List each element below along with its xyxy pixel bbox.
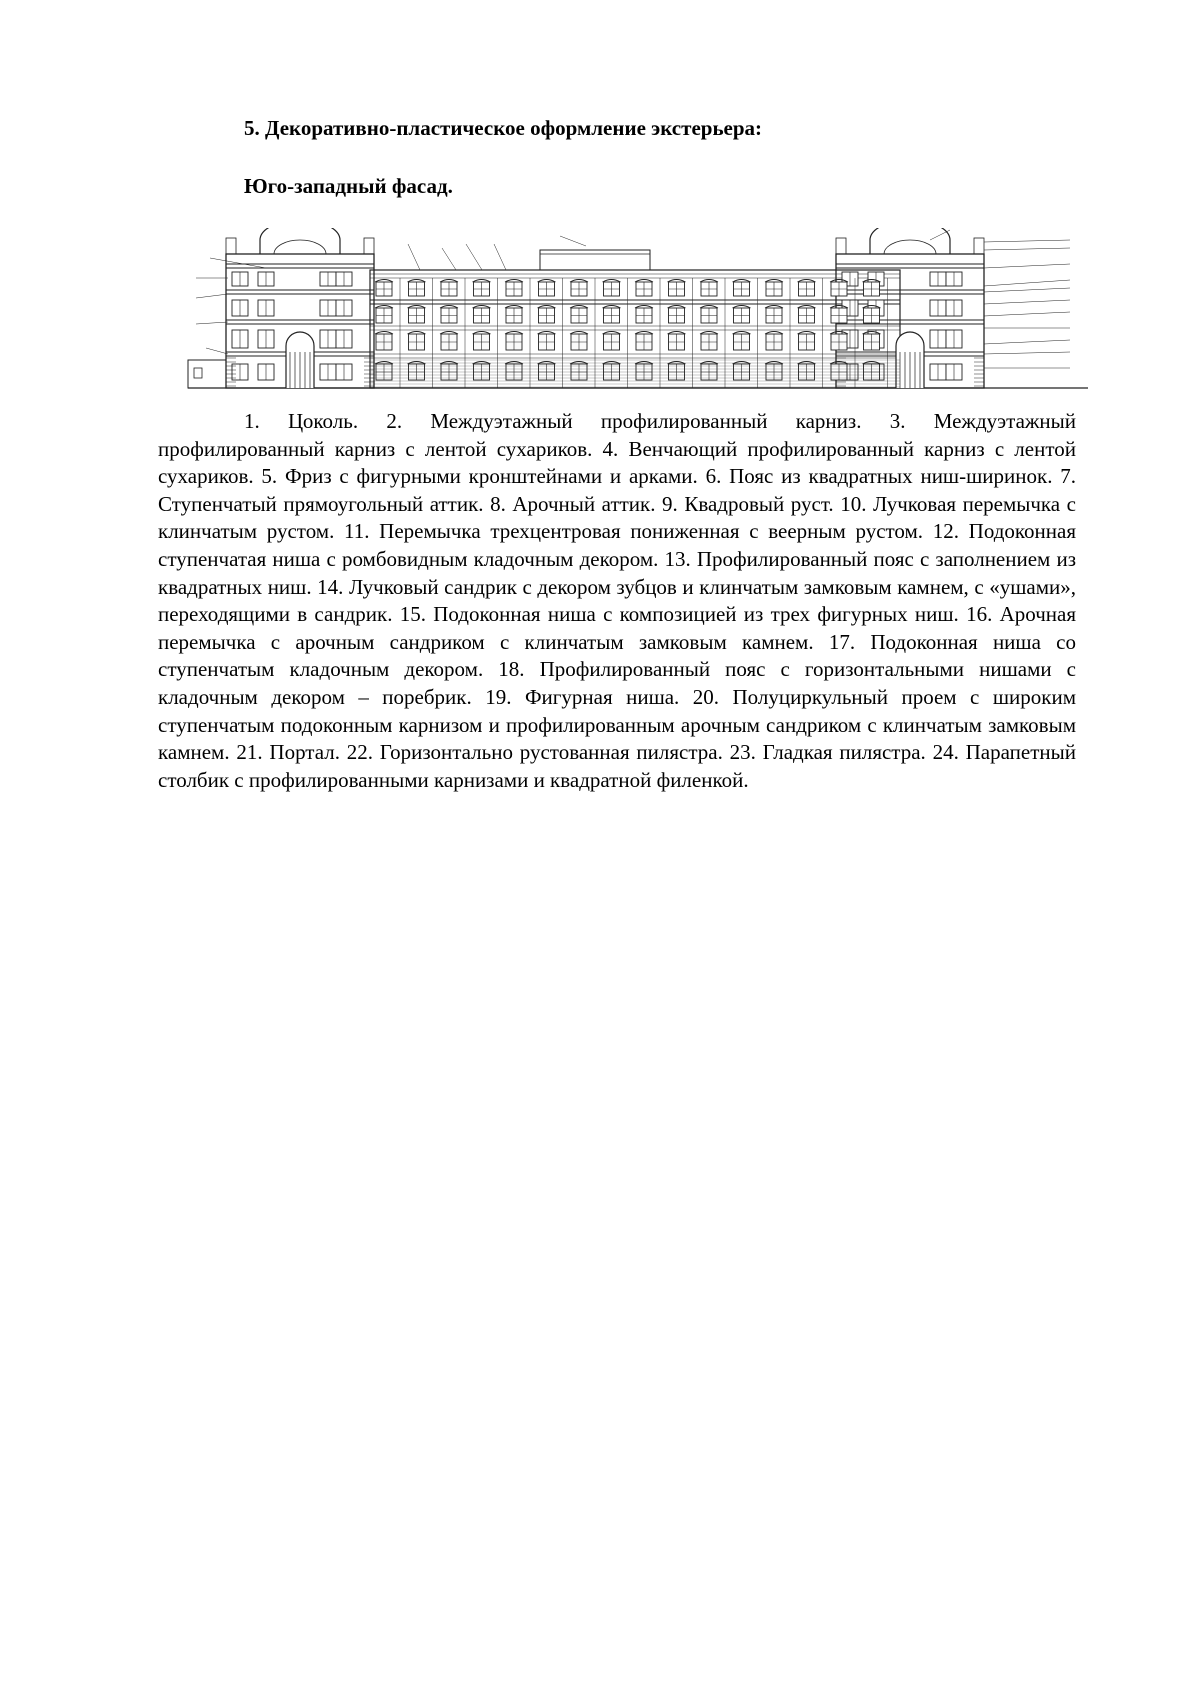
drawing-line: [984, 240, 1070, 242]
attic-arch-inner: [274, 240, 326, 254]
drawing-line: [196, 322, 228, 324]
drawing-rect: [364, 238, 374, 254]
drawing-line: [206, 348, 228, 354]
drawing-rect: [974, 238, 984, 254]
drawing-line: [408, 244, 420, 270]
drawing-rect: [226, 238, 236, 254]
facade-drawing: [170, 228, 1102, 396]
facade-subheading: Юго-западный фасад.: [244, 174, 453, 198]
drawing-line: [984, 288, 1070, 292]
attic-arch-inner: [884, 240, 936, 254]
arched-attic: [870, 228, 950, 254]
drawing-line: [210, 258, 266, 268]
drawing-line: [984, 312, 1070, 316]
drawing-line: [442, 248, 456, 270]
legend-text: 1. Цоколь. 2. Междуэтажный профилированный карниз. 3. Междуэтажный профилированный карниз с лентой сухариков. 4. Венчающий профилированный карниз с лентой сухариков. 5. Фриз с фигурными кронштейнами и арками. 6. Пояс из квадратных ниш-ширинок. 7. Ступенчатый прямоугольный аттик. 8. Арочный аттик. 9. Квадровый руст. 10. Лучковая перемычка с клинчатым рустом. 11. Перемычка трехцентровая пониженная с веерным рустом. 12. Подоконная ступенчатая ниша с ромбовидным кладочным декором. 13. Профилированный пояс с заполнением из квадратных ниш. 14. Лучковый сандрик с декором зубцов и клинчатым замковым камнем, с «ушами», переходящими в сандрик. 15. Подоконная ниша с композицией из трех фигурных ниш. 16. Арочная перемычка с арочным сандриком с клинчатым замковым камнем. 17. Подоконная ниша со ступенчатым кладочным декором. 18. Профилированный пояс с горизонтальными нишами с кладочным декором – поребрик. 19. Фигурная ниша. 20. Полуциркульный проем с широким ступенчатым подоконным карнизом и профилированным арочным сандриком с клинчатым замковым камнем. 21. Портал. 22. Горизонтально рустованная пилястра. 23. Гладкая пилястра. 24. Парапетный столбик с профилированными карнизами и квадратной филенкой.: [158, 409, 1076, 792]
drawing-line: [984, 280, 1070, 286]
drawing-line: [930, 230, 950, 240]
drawing-rect: [194, 368, 202, 378]
drawing-rect: [836, 238, 846, 254]
drawing-line: [984, 340, 1070, 344]
drawing-line: [984, 300, 1070, 304]
drawing-line: [984, 264, 1070, 268]
drawing-line: [560, 236, 586, 246]
drawing-line: [466, 244, 482, 270]
drawing-line: [494, 244, 506, 270]
arched-attic: [260, 228, 340, 254]
drawing-rect: [540, 250, 650, 270]
section-heading: 5. Декоративно-пластическое оформление экстерьера:: [244, 116, 763, 140]
drawing-line: [196, 294, 228, 298]
drawing-line: [984, 248, 1070, 250]
drawing-line: [984, 352, 1070, 354]
